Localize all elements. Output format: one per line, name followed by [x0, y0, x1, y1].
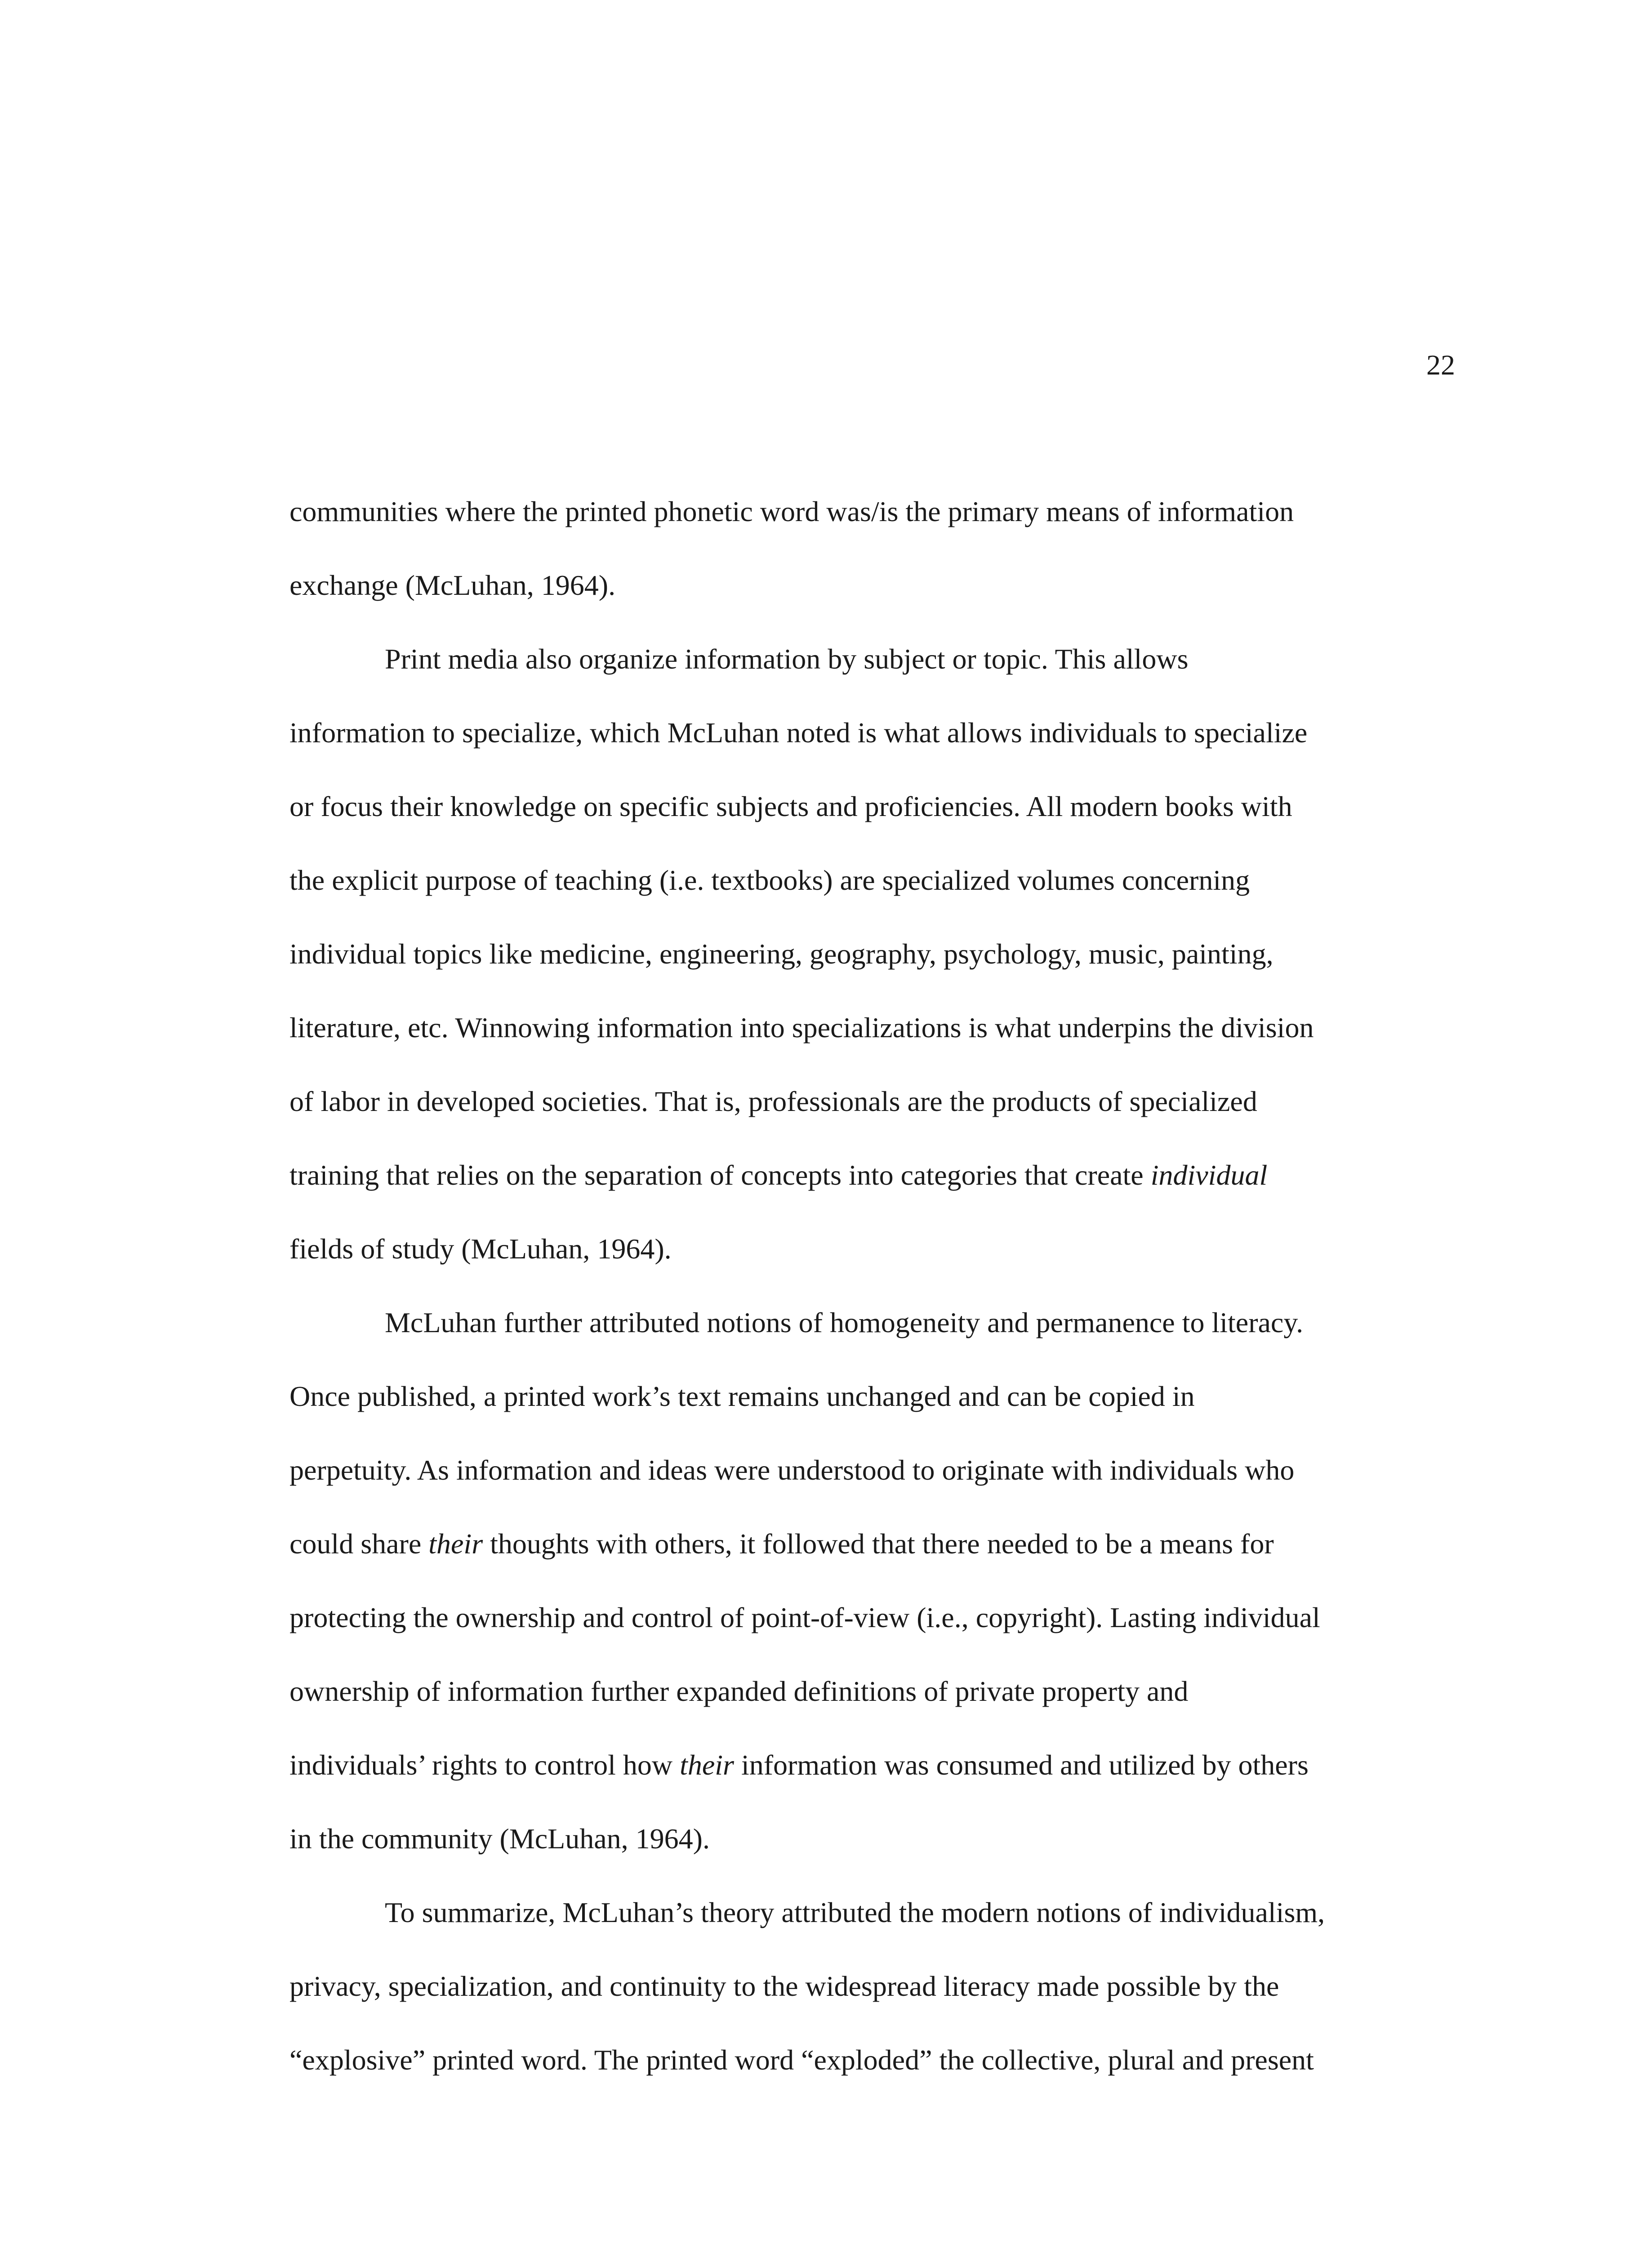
text-line — [289, 1521, 1440, 1595]
text-line — [289, 1743, 1440, 1816]
body-text — [289, 489, 1440, 2111]
paragraph-first-line: To summarize, McLuhan’s theory attributed the modern notions of individualism, — [385, 1896, 1325, 1928]
text-line: “explosive” printed word. The printed word “exploded” the collective, plural and present — [289, 2044, 1314, 2076]
text-line: information to specialize, which McLuhan noted is what allows individuals to specialize — [289, 717, 1308, 749]
italic-emphasis: individual — [1150, 1159, 1268, 1191]
text-line: communities where the printed phonetic word was/is the primary means of information — [289, 495, 1294, 527]
text-line: in the community (McLuhan, 1964). — [289, 1823, 710, 1855]
text-run: could share — [289, 1528, 429, 1560]
text-line: fields of study (McLuhan, 1964). — [289, 1233, 672, 1265]
text-line: privacy, specialization, and continuity to the widespread literacy made possible by the — [289, 1970, 1279, 2002]
text-line: ownership of information further expanded definitions of private property and — [289, 1675, 1189, 1707]
text-line: exchange (McLuhan, 1964). — [289, 569, 616, 601]
text-run: individuals’ rights to control how — [289, 1749, 680, 1781]
italic-emphasis: their — [680, 1749, 734, 1781]
text-run: training that relies on the separation of concepts into categories that create — [289, 1159, 1151, 1191]
page-number: 22 — [1426, 349, 1455, 381]
text-line: literature, etc. Winnowing information into specializations is what underpins the division — [289, 1012, 1314, 1044]
text-line: of labor in developed societies. That is, professionals are the products of specialized — [289, 1085, 1257, 1117]
text-run: thoughts with others, it followed that there needed to be a means for — [483, 1528, 1274, 1560]
text-line: Once published, a printed work’s text remains unchanged and can be copied in — [289, 1380, 1195, 1412]
text-line: the explicit purpose of teaching (i.e. textbooks) are specialized volumes concerning — [289, 864, 1250, 896]
text-line: or focus their knowledge on specific subjects and proficiencies. All modern books with — [289, 790, 1292, 822]
text-line: perpetuity. As information and ideas were understood to originate with individuals who — [289, 1454, 1295, 1486]
italic-emphasis: their — [428, 1528, 483, 1560]
paragraph-first-line: McLuhan further attributed notions of homogeneity and permanence to literacy. — [385, 1307, 1304, 1338]
text-line: protecting the ownership and control of point-of-view (i.e., copyright). Lasting individual — [289, 1601, 1320, 1633]
paragraph-first-line: Print media also organize information by subject or topic. This allows — [385, 643, 1189, 675]
text-line — [289, 1153, 1440, 1227]
text-run: information was consumed and utilized by others — [734, 1749, 1309, 1781]
text-line: individual topics like medicine, engineering, geography, psychology, music, painting, — [289, 938, 1274, 970]
